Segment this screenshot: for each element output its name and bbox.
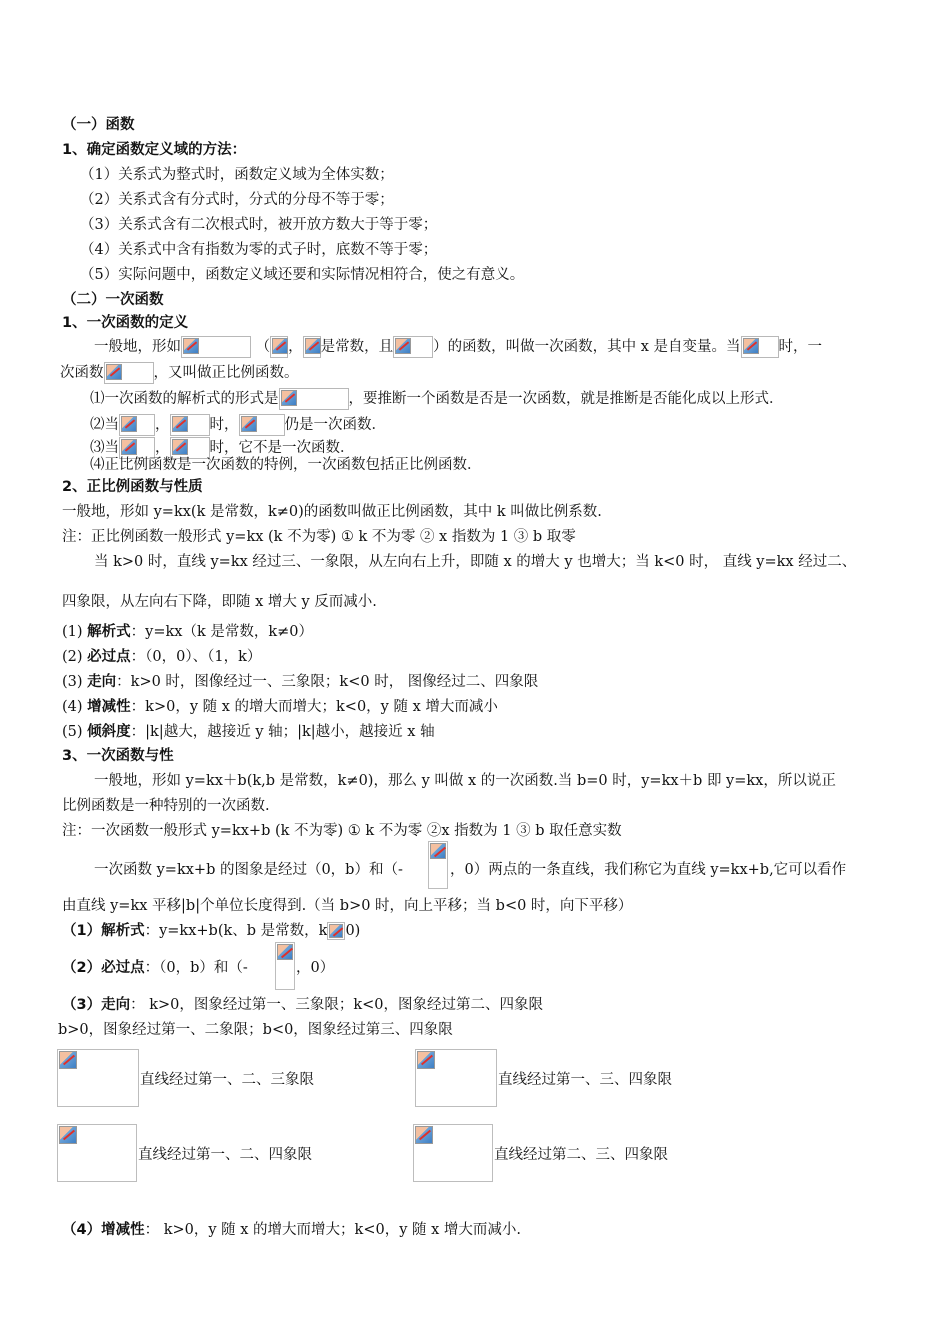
text: ⑶当 xyxy=(90,440,119,456)
text: (4) xyxy=(62,699,88,715)
graph-image-icon xyxy=(413,1124,493,1182)
property-line xyxy=(62,722,435,742)
paragraph: 注：一次函数一般形式 y=kx+b (k 不为零) ① k 不为零 ②x 指数为 1 ③ b 取任意实数 xyxy=(62,823,622,839)
text: (3) xyxy=(62,674,88,690)
text: 0) xyxy=(345,923,361,939)
text: 仍是一次函数． xyxy=(284,417,386,433)
rule-line xyxy=(62,921,360,941)
formula-image-icon xyxy=(270,336,288,358)
graph-caption: 直线经过第二、三、四象限 xyxy=(494,1147,668,1163)
list-item: （3）关系式含有二次根式时，被开放方数大于等于零； xyxy=(80,217,438,233)
section-title-function: （一）函数 xyxy=(62,117,135,133)
text: ⑵当 xyxy=(90,417,119,433)
text: 时，它不是一次函数． xyxy=(209,440,355,456)
paragraph: 比例函数是一种特别的一次函数. xyxy=(62,798,270,814)
text: 次函数 xyxy=(60,365,104,381)
property-line xyxy=(62,697,498,717)
formula-image-icon xyxy=(239,414,285,436)
text: ： k>0，图象经过第一、三象限；k<0，图象经过第二、四象限 xyxy=(130,997,544,1013)
text: 走向 xyxy=(87,674,117,690)
text: (5) xyxy=(62,724,88,740)
text: ，又叫做正比例函数。 xyxy=(153,365,299,381)
text: 时，一 xyxy=(778,339,823,355)
fraction-image-icon xyxy=(428,841,448,889)
text: （1）解析式 xyxy=(62,923,145,939)
text: 一般地，形如 xyxy=(94,339,181,355)
text: （3）走向 xyxy=(62,997,131,1013)
paragraph: ，0）两点的一条直线，我们称它为直线 y=kx+b,它可以看作 xyxy=(450,862,847,878)
formula-image-icon xyxy=(104,362,154,384)
text: （2）必过点 xyxy=(62,960,145,976)
text: ：k>0 时，图像经过一、三象限；k<0 时， 图像经过二、四象限 xyxy=(116,674,539,690)
paragraph: 注：正比例函数一般形式 y=kx (k 不为零) ① k 不为零 ② x 指数为 1 ③ b 取零 xyxy=(62,529,576,545)
graph-image-icon xyxy=(57,1049,139,1107)
text: ：y=kx（k 是常数，k≠0） xyxy=(130,624,314,640)
text: ：y=kx+b(k、b 是常数，k xyxy=(144,923,328,939)
text: ）的函数，叫做一次函数，其中 x 是自变量。当 xyxy=(433,339,741,355)
property-line xyxy=(62,672,538,692)
formula-image-icon xyxy=(181,336,251,358)
text: 解析式 xyxy=(87,624,131,640)
text: ：|k|越大，越接近 y 轴；|k|越小，越接近 x 轴 xyxy=(130,724,435,740)
formula-image-icon xyxy=(119,414,155,436)
graph-caption: 直线经过第一、二、四象限 xyxy=(138,1147,312,1163)
paragraph: 一般地，形如 y=kx＋b(k,b 是常数，k≠0)，那么 y 叫做 x 的一次函数.当 b=0 时，y=kx＋b 即 y=kx，所以说正 xyxy=(94,773,836,789)
formula-image-icon xyxy=(303,336,321,358)
heading-linear-properties: 3、一次函数与性 xyxy=(62,748,174,764)
list-item: （4）关系式中含有指数为零的式子时，底数不等于零； xyxy=(80,242,438,258)
text: (2) xyxy=(62,649,88,665)
paragraph: 当 k>0 时，直线 y=kx 经过三、一象限，从左向右上升，即随 x 的增大 y 也增大；当 k<0 时， 直线 y=kx 经过二、 xyxy=(94,554,857,570)
definition-line-2 xyxy=(60,362,299,384)
property-line xyxy=(62,622,313,642)
note-2 xyxy=(90,414,386,436)
note-1 xyxy=(90,388,784,410)
fraction-image-icon xyxy=(275,942,295,990)
text: （ xyxy=(255,339,271,355)
formula-image-icon xyxy=(741,336,779,358)
text: (1) xyxy=(62,624,88,640)
formula-image-icon xyxy=(327,922,345,940)
heading-definition: 1、一次函数的定义 xyxy=(62,315,189,331)
text: ， xyxy=(288,339,303,355)
text: 增减性 xyxy=(87,699,131,715)
rule-line xyxy=(62,995,543,1015)
text: ， xyxy=(155,417,170,433)
formula-image-icon xyxy=(279,388,349,410)
heading-proportional-function: 2、正比例函数与性质 xyxy=(62,479,203,495)
paragraph: 由直线 y=kx 平移|b|个单位长度得到.（当 b>0 时，向上平移；当 b<0 时，向下平移） xyxy=(62,898,633,914)
text: ，要推断一个函数是否是一次函数，就是推断是否能化成以上形式． xyxy=(348,391,784,407)
graph-image-icon xyxy=(415,1049,497,1107)
paragraph: 一次函数 y=kx+b 的图象是经过（0，b）和（- xyxy=(94,862,403,878)
section-title-linear-function: （二）一次函数 xyxy=(62,292,164,308)
text: 时， xyxy=(209,417,239,433)
list-item: （5）实际问题中，函数定义域还要和实际情况相符合，使之有意义。 xyxy=(80,267,525,283)
definition-line-1 xyxy=(94,336,822,358)
paragraph: 四象限，从左向右下降，即随 x 增大 y 反而减小. xyxy=(62,594,377,610)
text: ：（0，b）和（- xyxy=(144,960,248,976)
heading-domain-methods: 1、确定函数定义域的方法： xyxy=(62,142,247,158)
list-item: （2）关系式含有分式时，分式的分母不等于零； xyxy=(80,192,394,208)
formula-image-icon xyxy=(393,336,433,358)
rule-line xyxy=(62,1220,521,1240)
graph-caption: 直线经过第一、二、三象限 xyxy=(140,1072,314,1088)
graph-image-icon xyxy=(57,1124,137,1182)
text: 必过点 xyxy=(87,649,131,665)
text: 倾斜度 xyxy=(87,724,131,740)
text: 是常数，且 xyxy=(320,339,394,355)
text: ， xyxy=(155,440,170,456)
rule-line xyxy=(62,958,248,978)
text: ，0） xyxy=(296,960,335,976)
paragraph: 一般地，形如 y=kx(k 是常数，k≠0)的函数叫做正比例函数，其中 k 叫做比例系数. xyxy=(62,504,602,520)
text: ：（0，0）、（1，k） xyxy=(130,649,262,665)
graph-caption: 直线经过第一、三、四象限 xyxy=(498,1072,672,1088)
note-4: ⑷正比例函数是一次函数的特例，一次函数包括正比例函数． xyxy=(90,457,482,473)
rule-line: b>0，图象经过第一、二象限；b<0，图象经过第三、四象限 xyxy=(58,1022,453,1038)
list-item: （1）关系式为整式时，函数定义域为全体实数； xyxy=(80,167,394,183)
text: ： k>0，y 随 x 的增大而增大；k<0，y 随 x 增大而减小. xyxy=(144,1222,522,1238)
text: （4）增减性 xyxy=(62,1222,145,1238)
text: ⑴一次函数的解析式的形式是 xyxy=(90,391,279,407)
text: ：k>0，y 随 x 的增大而增大；k<0，y 随 x 增大而减小 xyxy=(130,699,498,715)
property-line xyxy=(62,647,261,667)
formula-image-icon xyxy=(170,414,210,436)
